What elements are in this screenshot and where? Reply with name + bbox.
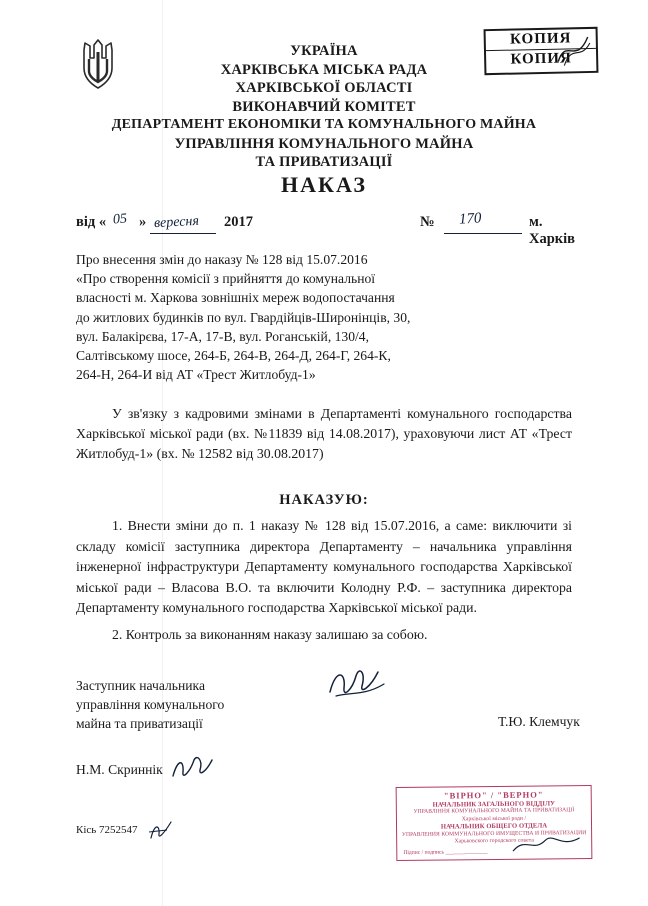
header-line-7: ТА ПРИВАТИЗАЦІЇ xyxy=(255,154,393,170)
header-line-5: ДЕПАРТАМЕНТ ЕКОНОМІКИ ТА КОМУНАЛЬНОГО МАЙНА xyxy=(111,117,537,132)
cert-stamp-line-2: УПРАВЛІННЯ КОМУНАЛЬНОГО МАЙНА ТА ПРИВАТИЗАЦІЇ xyxy=(413,807,575,816)
order-keyword: НАКАЗУЮ: xyxy=(279,492,369,508)
subject-line-7: 264-Н, 264-И від АТ «Трест Житлобуд-1» xyxy=(76,367,316,383)
date-month-underline xyxy=(150,233,216,234)
date-prefix-label: від « xyxy=(76,214,107,230)
handwritten-signature-icon xyxy=(322,662,392,710)
signatory-role xyxy=(76,676,296,733)
cert-stamp-line-3: Харківської міської ради / xyxy=(461,815,527,823)
subject-line-1: Про внесення змін до наказу № 128 від 15.07.2016 xyxy=(76,252,368,267)
cert-stamp-line-6: Харьковского городского совета xyxy=(454,837,534,845)
copy-stamp-line-1: КОПИЯ xyxy=(509,30,572,48)
signatory-role-line-3: майна та приватизації xyxy=(76,716,203,731)
certification-stamp xyxy=(396,785,593,861)
copy-stamp-line-2: КОПИЯ xyxy=(486,48,596,70)
signatory-name: Т.Ю. Клемчук xyxy=(498,714,580,729)
header-line-1: УКРАЇНА xyxy=(290,43,358,59)
header-line-6: УПРАВЛІННЯ КОМУНАЛЬНОГО МАЙНА xyxy=(174,135,474,152)
header-line-3: ХАРКІВСЬКОЇ ОБЛАСТІ xyxy=(235,80,413,96)
city-label: м. Харків xyxy=(529,214,575,247)
document-number-value: 170 xyxy=(458,210,482,228)
document-header xyxy=(0,42,648,172)
cert-stamp-title: "ВІРНО" / "ВЕРНО" xyxy=(443,789,544,801)
document-number-underline xyxy=(444,233,522,234)
order-item-2: 2. Контроль за виконанням наказу залишаю за собою. xyxy=(112,627,428,642)
subject-line-2: «Про створення комісії з прийняття до комунальної xyxy=(76,271,376,287)
executor-signature-icon xyxy=(147,818,179,842)
signatory-role-line-1: Заступник начальника xyxy=(76,678,205,693)
subject-line-5: вул. Балакірєва, 17-А, 17-В, вул. Роганській, 130/4, xyxy=(76,328,369,344)
date-day-value: 05 xyxy=(112,211,128,228)
preamble-paragraph: У зв'язку з кадровими змінами в Департаменті комунального господарства Харківської міської ради (вх. №11839 від 14.08.2017), урахoвуючи лист АТ «Трест Житлобуд-1» (вх. № 12582 від 30.08.2017) xyxy=(76,406,572,461)
header-line-4: ВИКОНАВЧИЙ КОМІТЕТ xyxy=(232,98,416,115)
cert-stamp-footer: Підпис / подпись _______________ xyxy=(403,849,488,857)
subject-line-3: власності м. Харкова зовнішніх мереж водопостачання xyxy=(76,290,395,306)
subject-block xyxy=(76,250,516,384)
document-number-label: № xyxy=(420,214,435,230)
header-line-2: ХАРКІВСЬКА МІСЬКА РАДА xyxy=(220,61,428,78)
signatory-role-line-2: управління комунального xyxy=(76,697,225,712)
subject-line-4: до житлових будинків по вул. Гвардійців-Широнінців, 30, xyxy=(76,309,411,325)
page-title: НАКАЗ xyxy=(281,172,367,197)
date-year-value: 2017 xyxy=(224,214,253,230)
date-month-value: вересня xyxy=(153,213,200,232)
subject-line-6: Салтівському шосе, 264-Б, 264-В, 264-Д, 264-Г, 264-К, xyxy=(76,348,391,364)
order-item-1: 1. Внести зміни до п. 1 наказу № 128 від 15.07.2016, а саме: виключити зі складу комісії заступника директора Департаменту – начальника управління інженерної інфраструктури Департаменту комунального господарства Харківської міської ради – Власова В.О. та включити Колодну Р.Ф. – заступника директора Департаменту комунального господарства Харківської міської ради. xyxy=(76,518,572,616)
cert-stamp-line-1: НАЧАЛЬНИК ЗАГАЛЬНОГО ВІДДІЛУ xyxy=(432,800,556,809)
cert-stamp-line-5: УПРАВЛЕНИЯ КОММУНАЛЬНОГО ИМУЩЕСТВА И ПРИВАТИЗАЦИИ xyxy=(401,829,587,838)
cert-stamp-signature-icon xyxy=(511,834,583,857)
second-signatory-name: Н.М. Скриннік xyxy=(76,762,163,777)
date-number-line xyxy=(76,210,586,247)
second-handwritten-signature-icon xyxy=(170,752,216,784)
cert-stamp-line-4: НАЧАЛЬНИК ОБЩЕГО ОТДЕЛА xyxy=(440,822,548,831)
date-quote-close: » xyxy=(139,214,147,230)
executor-note: Кісь 7252547 xyxy=(76,824,138,836)
